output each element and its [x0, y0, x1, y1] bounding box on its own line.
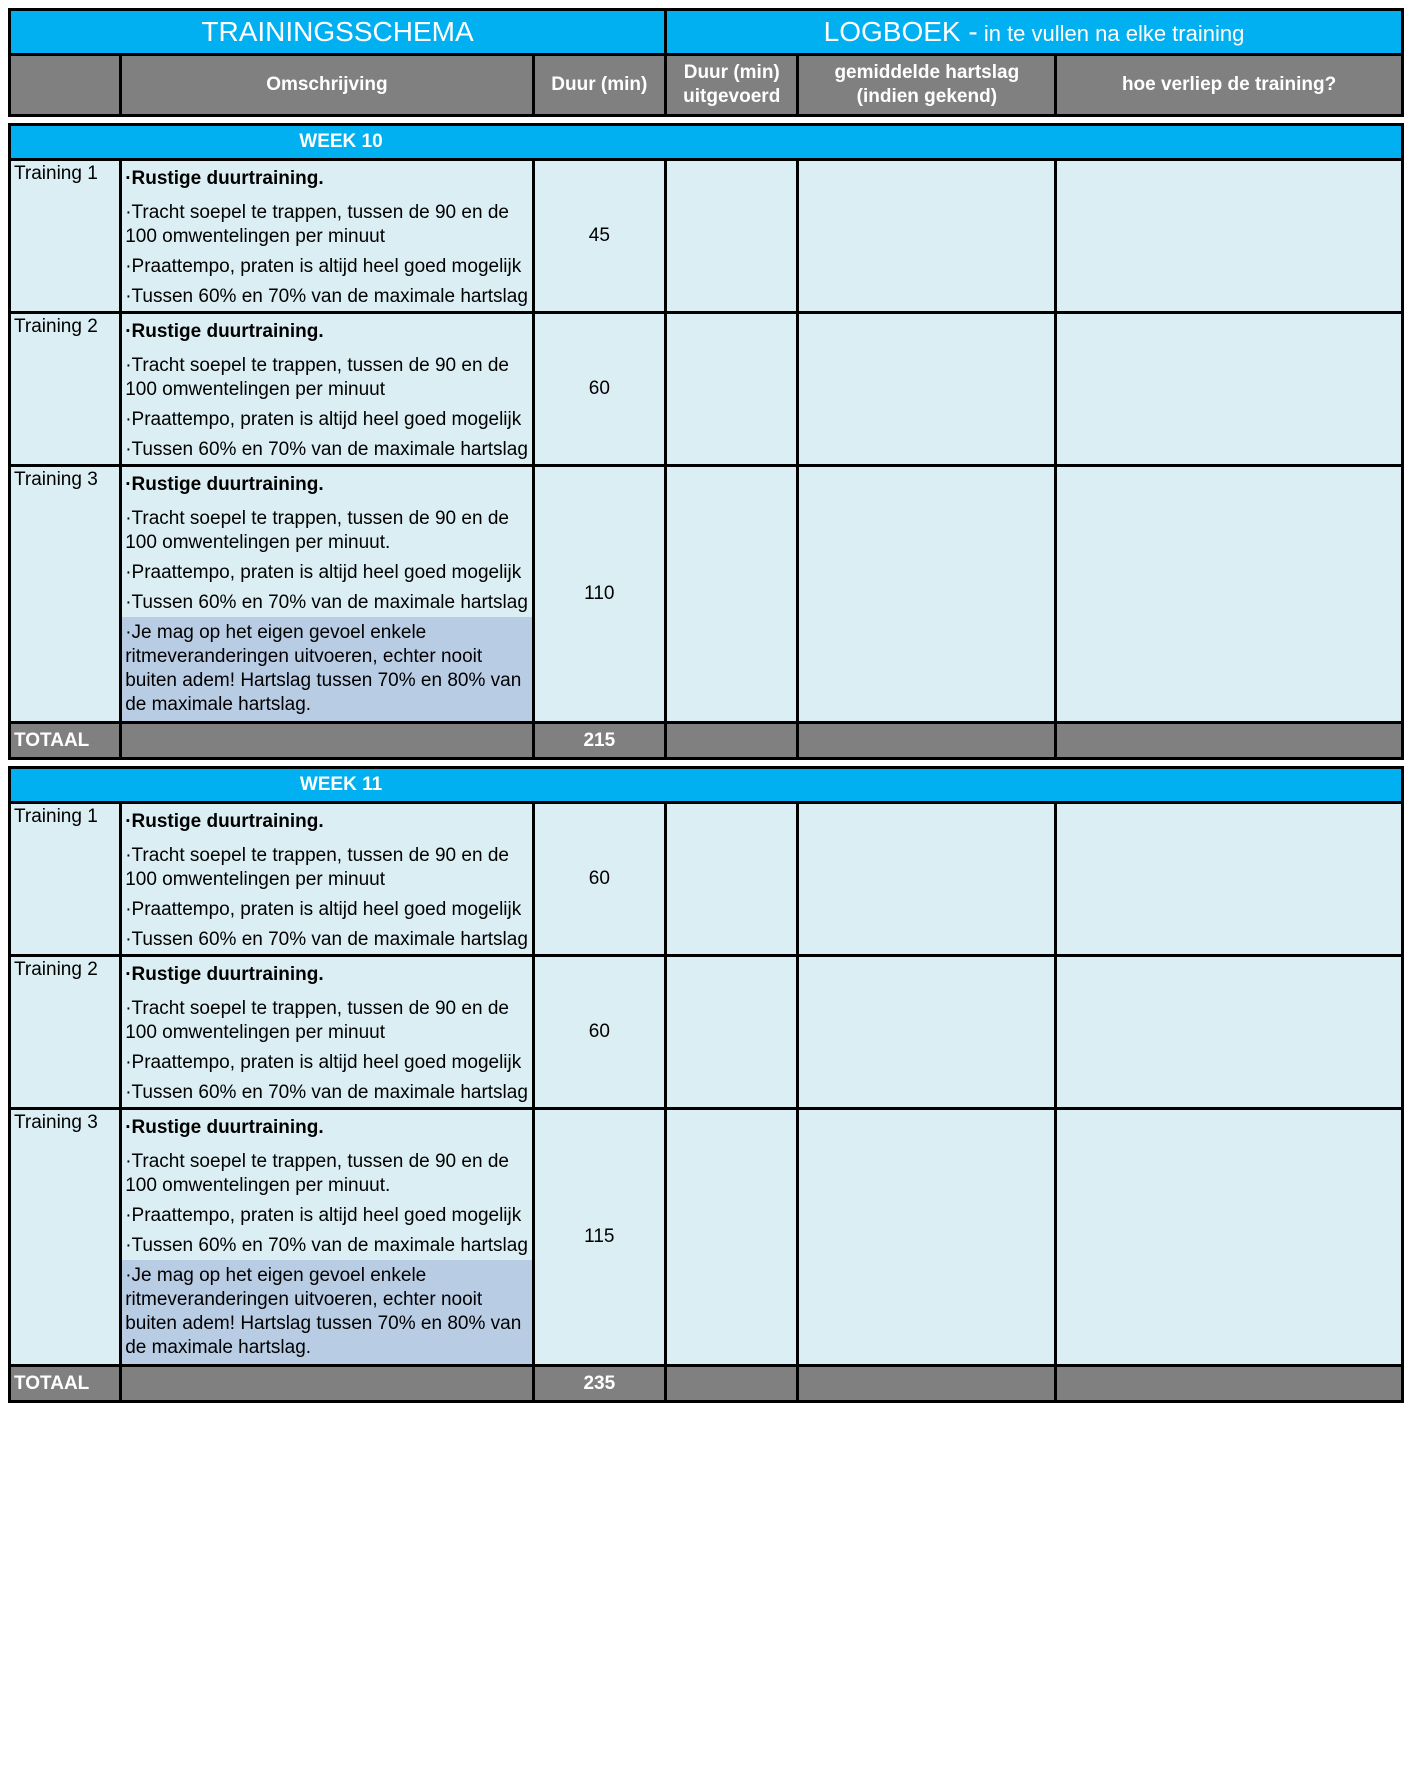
- section-spacer: [10, 116, 1403, 125]
- total-duration: 235: [533, 1366, 665, 1402]
- log-how-it-went-input[interactable]: [1056, 956, 1403, 1109]
- training-instruction: ·Tracht soepel te trappen, tussen de 90 en de 100 omwentelingen per minuut: [125, 355, 509, 400]
- log-duration-done-input[interactable]: [666, 1109, 798, 1366]
- total-log-duration-cell: [666, 1366, 798, 1402]
- log-heart-rate-input[interactable]: [798, 466, 1056, 723]
- training-instruction: ·Tussen 60% en 70% van de maximale hartslag: [125, 929, 528, 950]
- header-heart-rate-line2: (indien gekend): [856, 86, 998, 107]
- total-log-notes-cell: [1056, 1366, 1403, 1402]
- header-heart-rate-line1: gemiddelde hartslag: [834, 62, 1020, 83]
- training-row: [10, 313, 1403, 466]
- week-label: WEEK 11: [299, 774, 383, 795]
- training-instruction: ·Praattempo, praten is altijd heel goed mogelijk: [125, 1205, 522, 1226]
- training-label: Training 1: [10, 160, 121, 313]
- training-instruction: ·Tracht soepel te trappen, tussen de 90 en de 100 omwentelingen per minuut: [125, 202, 509, 247]
- training-title: ·Rustige duurtraining.: [125, 1117, 324, 1138]
- log-duration-done-input[interactable]: [666, 313, 798, 466]
- training-row: [10, 1109, 1403, 1366]
- training-instruction: ·Tussen 60% en 70% van de maximale hartslag: [125, 439, 528, 460]
- training-duration: 60: [533, 803, 665, 956]
- training-instruction: ·Praattempo, praten is altijd heel goed mogelijk: [125, 562, 522, 583]
- total-empty-cell: [121, 723, 533, 759]
- total-log-duration-cell: [666, 723, 798, 759]
- log-heart-rate-input[interactable]: [798, 313, 1056, 466]
- total-empty-cell: [121, 1366, 533, 1402]
- training-duration: 45: [533, 160, 665, 313]
- log-duration-done-input[interactable]: [666, 803, 798, 956]
- training-instruction: ·Tussen 60% en 70% van de maximale hartslag: [125, 286, 528, 307]
- training-instruction: ·Praattempo, praten is altijd heel goed mogelijk: [125, 1052, 522, 1073]
- training-label: Training 3: [10, 466, 121, 723]
- log-how-it-went-input[interactable]: [1056, 466, 1403, 723]
- training-title: ·Rustige duurtraining.: [125, 811, 324, 832]
- spacer-cell: [10, 759, 1403, 768]
- training-instruction: ·Praattempo, praten is altijd heel goed mogelijk: [125, 256, 522, 277]
- week-header-row: [10, 768, 1403, 803]
- training-label: Training 2: [10, 313, 121, 466]
- section-spacer: [10, 759, 1403, 768]
- header-duration-done-line1: Duur (min): [683, 62, 780, 83]
- week-label: WEEK 10: [299, 131, 383, 152]
- training-description: [121, 466, 533, 723]
- total-row: [10, 1366, 1403, 1402]
- training-instruction: ·Tussen 60% en 70% van de maximale hartslag: [125, 1235, 528, 1256]
- training-title: ·Rustige duurtraining.: [125, 964, 324, 985]
- log-how-it-went-input[interactable]: [1056, 803, 1403, 956]
- training-title: ·Rustige duurtraining.: [125, 168, 324, 189]
- total-row: [10, 723, 1403, 759]
- training-description: [121, 1109, 533, 1366]
- log-heart-rate-input[interactable]: [798, 1109, 1056, 1366]
- training-label: Training 3: [10, 1109, 121, 1366]
- week-header-row: [10, 125, 1403, 160]
- title-row: [10, 10, 1403, 55]
- total-duration: 215: [533, 723, 665, 759]
- total-log-heart-rate-cell: [798, 1366, 1056, 1402]
- log-duration-done-input[interactable]: [666, 956, 798, 1109]
- header-duration-done-line2: uitgevoerd: [683, 86, 781, 107]
- header-duration: Duur (min): [533, 55, 665, 116]
- total-log-notes-cell: [1056, 723, 1403, 759]
- log-how-it-went-input[interactable]: [1056, 160, 1403, 313]
- total-label: TOTAAL: [10, 1366, 121, 1402]
- training-duration: 60: [533, 956, 665, 1109]
- log-title-cell: [666, 10, 1403, 55]
- log-how-it-went-input[interactable]: [1056, 313, 1403, 466]
- training-description: [121, 160, 533, 313]
- header-how-it-went: hoe verliep de training?: [1056, 55, 1403, 116]
- log-subtitle: in te vullen na elke training: [977, 21, 1245, 46]
- log-how-it-went-input[interactable]: [1056, 1109, 1403, 1366]
- training-description: [121, 803, 533, 956]
- schedule-table: [8, 8, 1404, 1403]
- training-instruction: ·Tussen 60% en 70% van de maximale hartslag: [125, 1082, 528, 1103]
- log-heart-rate-input[interactable]: [798, 160, 1056, 313]
- column-header-row: [10, 55, 1403, 116]
- week-header-cell: [10, 768, 1403, 803]
- training-instruction: ·Tracht soepel te trappen, tussen de 90 en de 100 omwentelingen per minuut.: [125, 1151, 509, 1196]
- header-duration-done: [666, 55, 798, 116]
- training-instruction: ·Tracht soepel te trappen, tussen de 90 en de 100 omwentelingen per minuut: [125, 998, 509, 1043]
- training-duration: 60: [533, 313, 665, 466]
- training-label: Training 1: [10, 803, 121, 956]
- training-instruction: ·Tracht soepel te trappen, tussen de 90 en de 100 omwentelingen per minuut.: [125, 508, 509, 553]
- log-heart-rate-input[interactable]: [798, 956, 1056, 1109]
- training-description: [121, 956, 533, 1109]
- log-heart-rate-input[interactable]: [798, 803, 1056, 956]
- training-duration: 110: [533, 466, 665, 723]
- spacer-cell: [10, 116, 1403, 125]
- training-instruction: ·Praattempo, praten is altijd heel goed mogelijk: [125, 409, 522, 430]
- training-description: [121, 313, 533, 466]
- training-instruction: ·Praattempo, praten is altijd heel goed mogelijk: [125, 899, 522, 920]
- training-note: ·Je mag op het eigen gevoel enkele ritmeveranderingen uitvoeren, echter nooit buiten adem! Hartslag tussen 70% en 80% van de maximale hartslag.: [122, 1260, 531, 1364]
- log-duration-done-input[interactable]: [666, 466, 798, 723]
- training-schedule: [8, 8, 1404, 1403]
- log-title: LOGBOEK -: [823, 16, 978, 47]
- week-header-cell: [10, 125, 1403, 160]
- header-heart-rate: [798, 55, 1056, 116]
- training-title: ·Rustige duurtraining.: [125, 321, 324, 342]
- log-duration-done-input[interactable]: [666, 160, 798, 313]
- training-row: [10, 466, 1403, 723]
- training-instruction: ·Tracht soepel te trappen, tussen de 90 en de 100 omwentelingen per minuut: [125, 845, 509, 890]
- training-label: Training 2: [10, 956, 121, 1109]
- total-label: TOTAAL: [10, 723, 121, 759]
- training-row: [10, 803, 1403, 956]
- total-log-heart-rate-cell: [798, 723, 1056, 759]
- training-duration: 115: [533, 1109, 665, 1366]
- training-title: ·Rustige duurtraining.: [125, 474, 324, 495]
- training-row: [10, 956, 1403, 1109]
- training-note: ·Je mag op het eigen gevoel enkele ritmeveranderingen uitvoeren, echter nooit buiten adem! Hartslag tussen 70% en 80% van de maximale hartslag.: [122, 617, 531, 721]
- training-row: [10, 160, 1403, 313]
- header-description: Omschrijving: [121, 55, 533, 116]
- header-empty-cell: [10, 55, 121, 116]
- plan-title: TRAININGSSCHEMA: [10, 10, 666, 55]
- training-instruction: ·Tussen 60% en 70% van de maximale hartslag: [125, 592, 528, 613]
